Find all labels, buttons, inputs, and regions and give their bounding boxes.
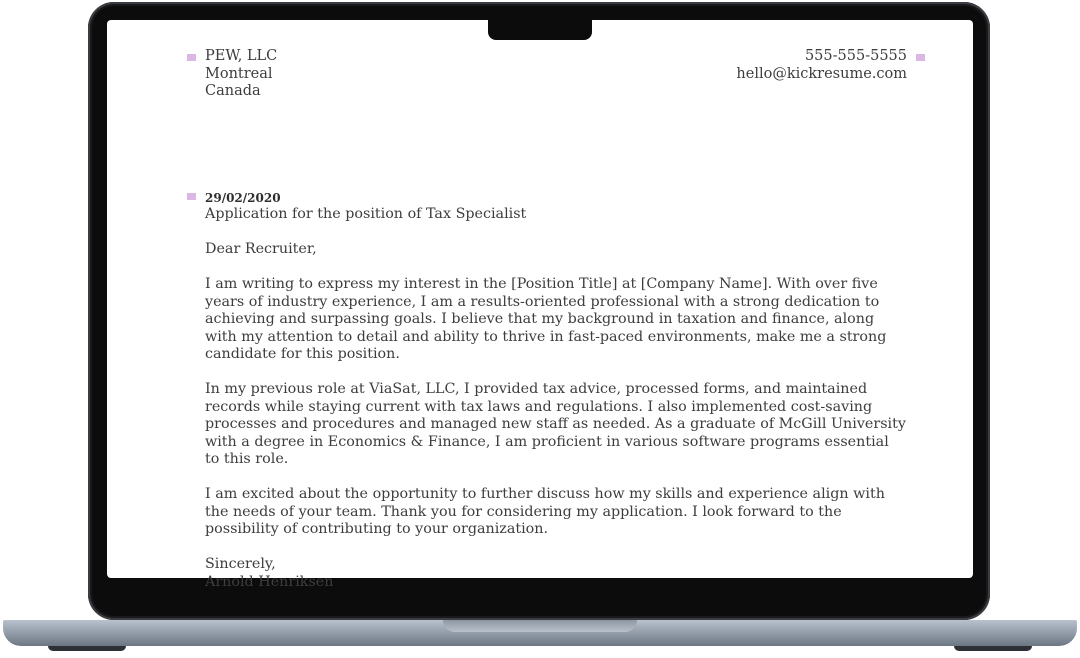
laptop-screen: [107, 20, 973, 590]
sender-country: Canada: [205, 83, 261, 99]
sender-city: Montreal: [205, 65, 273, 82]
letter-signature: Arnold Henriksen: [205, 573, 334, 590]
sender-marker-icon: [187, 54, 196, 61]
cover-letter-document: [107, 20, 973, 590]
letter-paragraph-1: I am writing to express my interest in the [Position Title] at [Company Name]. With over five years of industry experience, I am a results-oriented professional with a strong dedication to achieving and surpassing goals. I believe that my background in taxation and finance, along with my attention to detail and ability to thrive in fast-paced environments, make me a strong candidate for this position.: [205, 276, 887, 362]
letter-date: 29/02/2020: [205, 191, 281, 205]
laptop-foot-left: [48, 646, 126, 651]
laptop-base-opening-lip: [443, 620, 637, 632]
laptop-foot-right: [954, 646, 1032, 651]
letter-paragraph-3: I am excited about the opportunity to further discuss how my skills and experience align with the needs of your team. Thank you for considering my application. I look forward to the possibility of contributing to your organization.: [205, 486, 885, 537]
contact-email: hello@kickresume.com: [736, 65, 907, 82]
letter-paragraph-2: In my previous role at ViaSat, LLC, I provided tax advice, processed forms, and maintained records while staying current with tax laws and regulations. I also implemented cost-saving processes and procedures and managed new staff as needed. As a graduate of McGill University with a degree in Economics & Finance, I am proficient in various software programs essential to this role.: [205, 381, 906, 467]
contact-block: [736, 48, 907, 83]
letter-subject: Application for the position of Tax Specialist: [205, 206, 527, 222]
sender-company: PEW, LLC: [205, 48, 278, 64]
letter-body: [205, 206, 907, 591]
letter-greeting: Dear Recruiter,: [205, 241, 317, 257]
sender-address-block: [205, 48, 277, 101]
contact-phone: 555-555-5555: [804, 48, 907, 64]
contact-marker-icon: [916, 54, 925, 61]
date-marker-icon: [187, 193, 196, 200]
letter-closing: Sincerely,: [205, 556, 276, 572]
camera-notch: [488, 16, 592, 40]
